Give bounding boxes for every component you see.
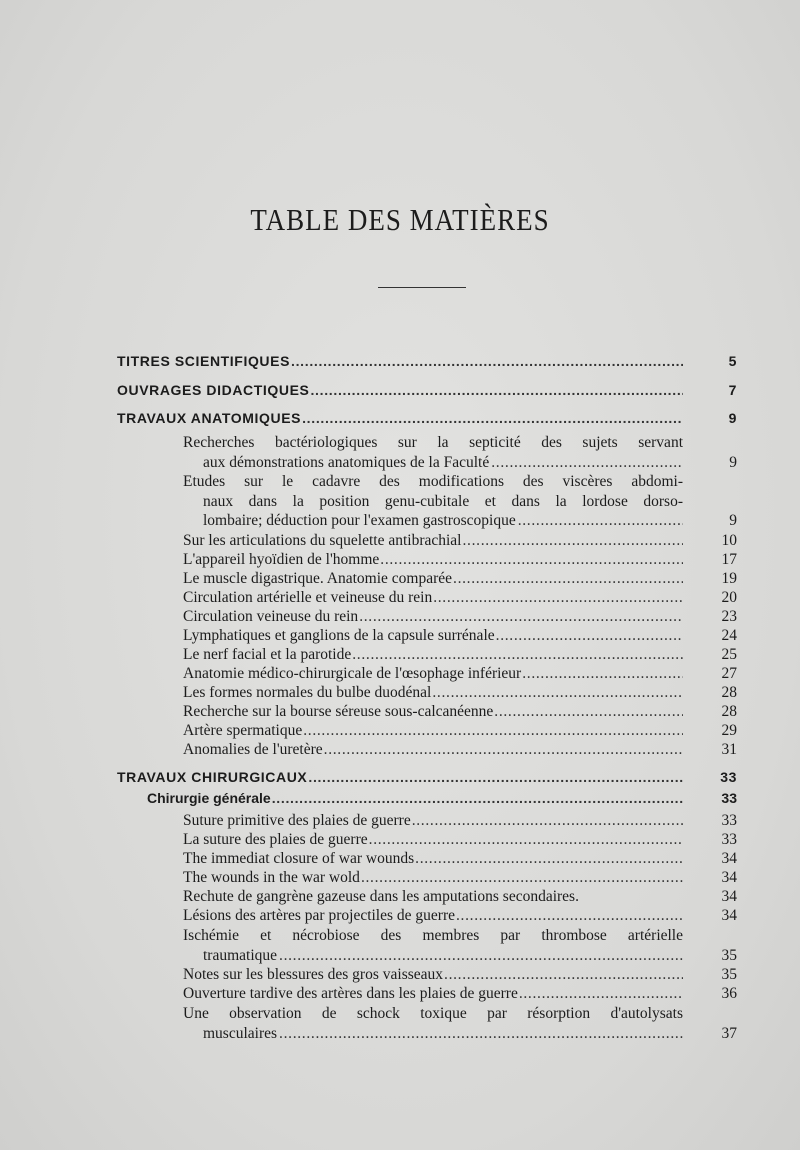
toc-entry-anat-13 (183, 721, 737, 740)
dot-leader (491, 453, 683, 473)
toc-label: The wounds in the war wold (183, 869, 360, 886)
toc-page: 7 (728, 382, 737, 398)
toc-page: 17 (721, 551, 737, 568)
toc-page: 34 (721, 907, 737, 924)
toc-label: OUVRAGES DIDACTIQUES (117, 382, 310, 398)
toc-label-line: naux dans la position genu-cubitale et dans la lordose dorso- (203, 492, 683, 510)
dot-leader (494, 702, 683, 721)
toc-page: 37 (721, 1024, 737, 1042)
toc-page: 33 (721, 790, 737, 806)
toc-label: Suture primitive des plaies de guerre (183, 812, 411, 829)
toc-page: 20 (721, 589, 737, 606)
toc-entry-anat-5 (183, 569, 737, 588)
toc-label: TRAVAUX ANATOMIQUES (117, 410, 302, 426)
dot-leader (433, 588, 683, 607)
toc-label: TITRES SCIENTIFIQUES (117, 353, 291, 369)
page-title: TABLE DES MATIÈRES (250, 203, 550, 237)
dot-leader (302, 409, 683, 428)
toc-label: Les formes normales du bulbe duodénal (183, 684, 432, 701)
toc-label: Sur les articulations du squelette antibrachial (183, 532, 462, 549)
dot-leader (303, 721, 683, 740)
toc-page: 23 (721, 608, 737, 625)
dot-leader (432, 683, 683, 702)
toc-label: L'appareil hyoïdien de l'homme (183, 551, 380, 568)
toc-page: 35 (721, 966, 737, 983)
toc-section-anatomiques (117, 409, 737, 428)
toc-page: 34 (721, 888, 737, 905)
toc-entry-chir-6 (183, 906, 737, 925)
toc-section-ouvrages (117, 381, 737, 400)
toc-label: Anatomie médico-chirurgicale de l'œsophage inférieur (183, 665, 522, 682)
toc-entry-chir-8 (183, 965, 737, 984)
toc-page: 9 (729, 453, 737, 471)
toc-entry-chir-9 (183, 984, 737, 1003)
toc-entry-anat-14 (183, 740, 737, 759)
dot-leader (453, 569, 683, 588)
toc-label-line: Une observation de schock toxique par résorption d'autolysats (183, 1005, 683, 1022)
toc-page: 31 (721, 741, 737, 758)
toc-entry-chir-3 (183, 849, 737, 868)
toc-entry-anat-12 (183, 702, 737, 721)
dot-leader (444, 965, 683, 984)
toc-label-line: Ischémie et nécrobiose des membres par thrombose artérielle (183, 927, 683, 944)
toc-label-line: lombaire; déduction pour l'examen gastroscopique (203, 512, 516, 529)
dot-leader (324, 740, 683, 759)
toc-page: 5 (728, 353, 737, 369)
toc-entry-anat-9 (183, 645, 737, 664)
toc-section-titres (117, 352, 737, 371)
toc-label: La suture des plaies de guerre (183, 831, 368, 848)
toc-label: Le nerf facial et la parotide (183, 646, 352, 663)
toc-label-line: Recherches bactériologiques sur la septicité des sujets servant (183, 434, 683, 451)
toc-entry-anat-10 (183, 664, 737, 683)
toc-label-line: musculaires (203, 1024, 278, 1042)
toc-label: Le muscle digastrique. Anatomie comparée (183, 570, 453, 587)
toc-label: Artère spermatique (183, 722, 303, 739)
toc-label: Recherche sur la bourse séreuse sous-calcanéenne (183, 703, 494, 720)
toc-page: 29 (721, 722, 737, 739)
toc-entry-anat-8 (183, 626, 737, 645)
toc-label: The immediat closure of war wounds (183, 850, 415, 867)
toc-label: Notes sur les blessures des gros vaisseaux (183, 966, 444, 983)
toc-label: Lésions des artères par projectiles de guerre (183, 907, 455, 924)
toc-entry-chir-7 (183, 926, 737, 965)
toc-label: Chirurgie générale (147, 790, 271, 806)
toc-label-line: aux démonstrations anatomiques de la Faculté (203, 453, 490, 471)
toc-entry-anat-4 (183, 550, 737, 569)
toc-entry-anat-6 (183, 588, 737, 607)
toc-entry-chir-5 (183, 887, 737, 906)
toc-page: 10 (721, 532, 737, 549)
toc-page: 36 (721, 985, 737, 1002)
dot-leader (279, 1024, 683, 1044)
dot-leader (380, 550, 683, 569)
toc-label: Ouverture tardive des artères dans les plaies de guerre (183, 985, 518, 1002)
dot-leader (412, 811, 683, 830)
toc-label: TRAVAUX CHIRURGICAUX (117, 769, 308, 785)
toc-label: Circulation veineuse du rein (183, 608, 359, 625)
toc-section-chirurgicaux (117, 768, 737, 787)
dot-leader (308, 768, 683, 787)
toc-label-line: Etudes sur le cadavre des modifications des viscères abdomi- (183, 473, 683, 490)
toc-page: 33 (721, 831, 737, 848)
toc-entry-anat-1 (183, 433, 737, 472)
toc-page: 34 (721, 850, 737, 867)
dot-leader (359, 607, 683, 626)
toc-label: Rechute de gangrène gazeuse dans les amputations secondaires. (183, 888, 579, 905)
dot-leader (522, 664, 683, 683)
toc-entry-chir-2 (183, 830, 737, 849)
dot-leader (272, 789, 683, 808)
dot-leader (310, 381, 683, 400)
dot-leader (456, 906, 683, 925)
toc-page: 27 (721, 665, 737, 682)
toc-entry-chir-4 (183, 868, 737, 887)
toc-label: Circulation artérielle et veineuse du rein (183, 589, 433, 606)
dot-leader (279, 946, 683, 966)
dot-leader (361, 868, 683, 887)
toc-page: 33 (720, 769, 737, 785)
toc-label: Anomalies de l'uretère (183, 741, 323, 758)
dot-leader (496, 626, 683, 645)
dot-leader (291, 352, 683, 371)
toc-subsection-chir-generale (147, 789, 737, 808)
toc-page: 24 (721, 627, 737, 644)
toc-label: Lymphatiques et ganglions de la capsule surrénale (183, 627, 495, 644)
dot-leader (352, 645, 683, 664)
toc-entry-anat-2 (183, 472, 737, 531)
toc-entry-anat-11 (183, 683, 737, 702)
dot-leader (369, 830, 683, 849)
toc-page: 28 (721, 703, 737, 720)
toc-page: 34 (721, 869, 737, 886)
toc-entry-chir-1 (183, 811, 737, 830)
toc-page: 33 (721, 812, 737, 829)
toc-entry-anat-3 (183, 531, 737, 550)
dot-leader (415, 849, 683, 868)
dot-leader (463, 531, 684, 550)
toc-page: 28 (721, 684, 737, 701)
toc-entry-anat-7 (183, 607, 737, 626)
dot-leader (518, 511, 683, 531)
title-rule (378, 287, 466, 288)
toc-page: 9 (729, 512, 737, 529)
toc-entry-chir-10 (183, 1004, 737, 1043)
toc-page: 19 (721, 570, 737, 587)
toc-page: 9 (728, 410, 737, 426)
toc-page: 35 (721, 946, 737, 964)
toc-page: 25 (721, 646, 737, 663)
toc-label-line: traumatique (203, 946, 278, 964)
dot-leader (519, 984, 683, 1003)
